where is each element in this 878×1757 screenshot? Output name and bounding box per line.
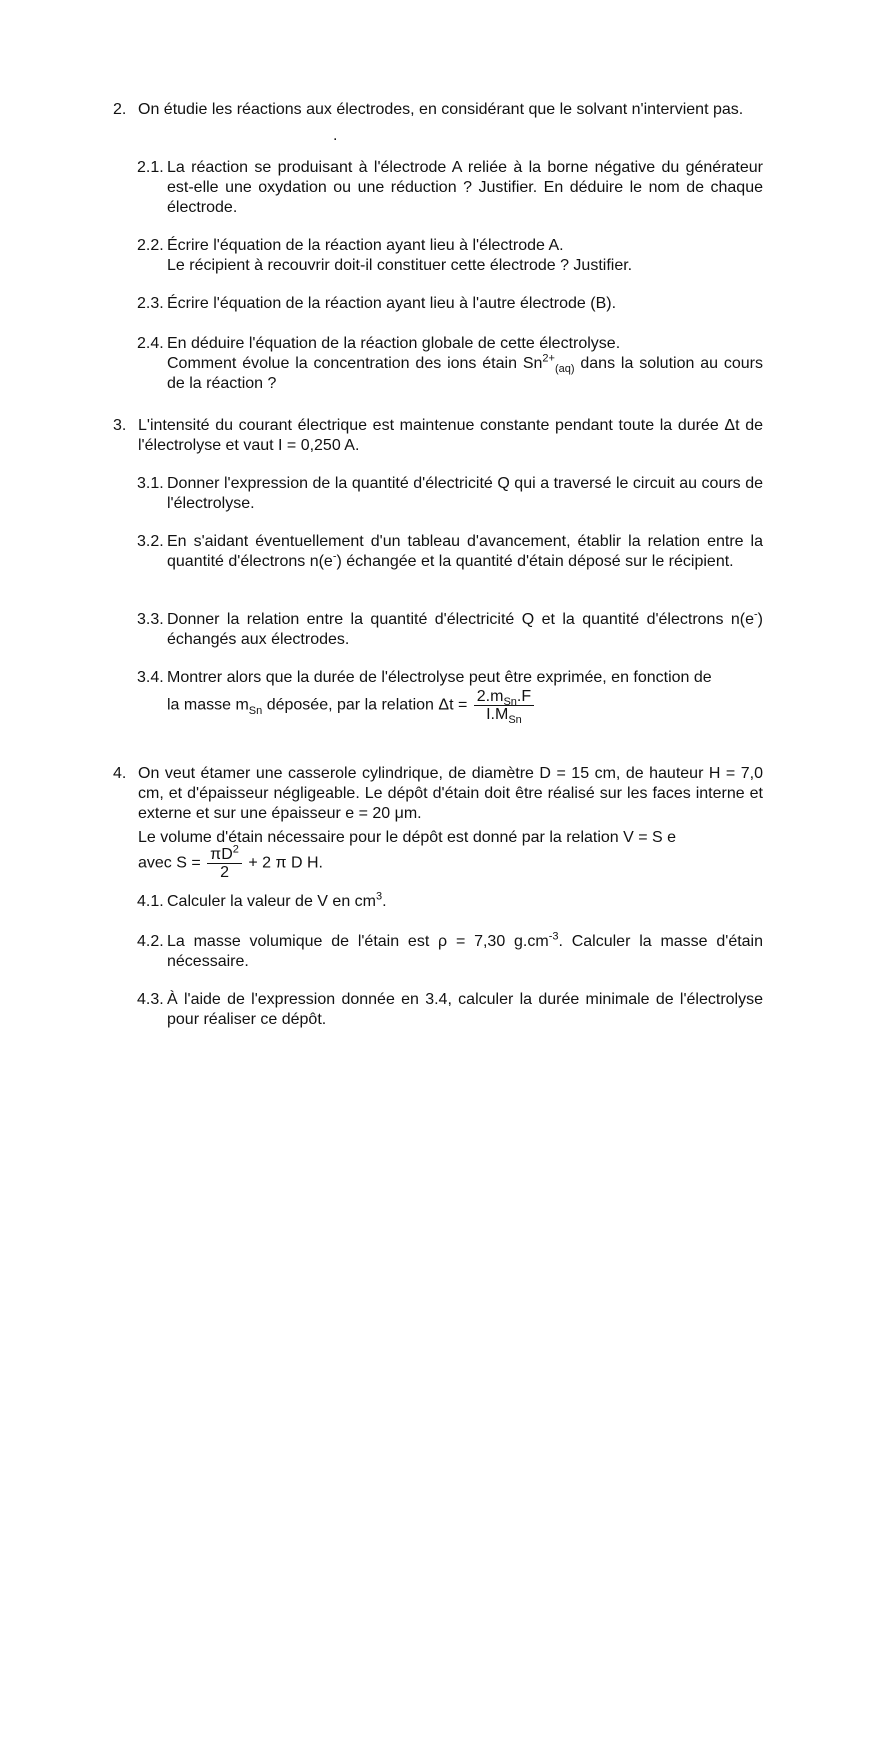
subquestion-3-3 xyxy=(137,610,763,650)
numerator-superscript: 2 xyxy=(232,843,239,856)
question-text xyxy=(138,764,763,848)
fraction-denominator xyxy=(474,706,534,727)
fraction-numerator xyxy=(474,688,534,709)
question-number: 4. xyxy=(113,765,127,782)
text-segment: la masse m xyxy=(167,696,249,714)
numerator-subscript: Sn xyxy=(503,696,517,709)
stray-dot: . xyxy=(333,127,338,144)
subquestion-number: 4.2. xyxy=(137,933,164,950)
formula-lead: avec S = xyxy=(138,854,201,872)
text-segment: Donner la relation entre la quantité d'électricité Q et la quantité d'électrons n(e xyxy=(167,611,754,628)
subquestion-number: 3.2. xyxy=(137,533,164,550)
text-line: Le récipient à recouvrir doit-il constituer cette électrode ? Justifier. xyxy=(167,257,633,274)
question-text: L'intensité du courant électrique est maintenue constante pendant toute la durée Δt de l'électrolyse et vaut I = 0,250 A. xyxy=(138,417,763,454)
charge-superscript: 2+ xyxy=(542,352,555,365)
subquestion-number: 2.2. xyxy=(137,237,164,254)
numerator-text: 2.m xyxy=(476,688,504,705)
text-segment: Comment évolue la concentration des ions étain Sn xyxy=(167,355,543,372)
text-segment: . xyxy=(382,893,387,910)
subquestion-number: 3.4. xyxy=(137,669,164,686)
subquestion-4-3 xyxy=(137,990,763,1030)
denominator-text: I.M xyxy=(486,706,509,723)
subquestion-number: 2.3. xyxy=(137,295,164,312)
state-subscript: (aq) xyxy=(554,363,575,376)
subquestion-number: 2.4. xyxy=(137,335,164,352)
text-paragraph: On veut étamer une casserole cylindrique, de diamètre D = 15 cm, de hauteur H = 7,0 cm, et d'épaisseur négligeable. Le dépôt d'étain doit être réalisé sur les faces interne et externe et sur une épaisseur e = 20 μm. xyxy=(138,765,763,822)
text-segment: Calculer la valeur de V en cm xyxy=(167,893,376,910)
text-line: Le volume d'étain nécessaire pour le dépôt est donné par la relation V = S e xyxy=(138,829,677,846)
question-text: On étudie les réactions aux électrodes, en considérant que le solvant n'intervient pas. xyxy=(138,101,744,118)
subquestion-3-4 xyxy=(137,668,763,727)
subquestion-number: 4.3. xyxy=(137,991,164,1008)
fraction-denominator: 2 xyxy=(220,864,229,881)
question-number: 2. xyxy=(113,101,127,118)
text-segment: ) échangée et la quantité d'étain déposé sur le récipient. xyxy=(336,553,734,570)
subquestion-number: 4.1. xyxy=(137,893,164,910)
numerator-text: .F xyxy=(516,688,532,705)
subquestion-text xyxy=(167,892,763,912)
subquestion-text xyxy=(167,334,763,394)
text-segment: En s'aidant éventuellement d'un tableau d'avancement, établir la relation entre la quantité d'électrons n(e xyxy=(167,533,763,570)
subquestion-text xyxy=(167,532,763,572)
subquestion-3-2 xyxy=(137,532,763,572)
question-3 xyxy=(113,416,763,456)
subquestion-2-2 xyxy=(137,236,763,276)
subquestion-2-3 xyxy=(137,294,763,314)
subquestion-text xyxy=(167,668,763,727)
fraction-numerator xyxy=(207,843,242,864)
subquestion-number: 2.1. xyxy=(137,159,164,176)
subquestion-text xyxy=(167,610,763,650)
unit-superscript: 3 xyxy=(375,890,383,903)
text-segment: La masse volumique de l'étain est ρ = 7,30 g.cm xyxy=(167,933,549,950)
subquestion-text: Écrire l'équation de la réaction ayant lieu à l'autre électrode (B). xyxy=(167,295,617,312)
subquestion-text xyxy=(167,932,763,972)
subquestion-4-1 xyxy=(137,892,763,912)
subquestion-text: À l'aide de l'expression donnée en 3.4, calculer la durée minimale de l'électrolyse pour réaliser ce dépôt. xyxy=(167,991,763,1028)
subquestion-number: 3.3. xyxy=(137,611,164,628)
mass-subscript: Sn xyxy=(248,704,263,717)
text-segment: dans la solution au cours de la réaction ? xyxy=(167,355,763,392)
duration-fraction xyxy=(474,688,534,727)
surface-formula xyxy=(138,843,738,881)
question-4 xyxy=(113,764,763,848)
electron-superscript: - xyxy=(754,608,758,621)
text-line: Montrer alors que la durée de l'électrolyse peut être exprimée, en fonction de xyxy=(167,669,712,686)
formula-tail: + 2 π D H. xyxy=(248,854,323,872)
subquestion-text: Donner l'expression de la quantité d'électricité Q qui a traversé le circuit au cours de l'électrolyse. xyxy=(167,475,763,512)
subquestion-2-1 xyxy=(137,158,763,218)
electron-superscript: - xyxy=(332,550,337,563)
subquestion-text: La réaction se produisant à l'électrode A reliée à la borne négative du générateur est-elle une oxydation ou une réduction ? Justifier. En déduire le nom de chaque électrode. xyxy=(167,159,763,216)
text-line: En déduire l'équation de la réaction globale de cette électrolyse. xyxy=(167,335,621,352)
subquestion-text xyxy=(167,236,763,276)
denominator-subscript: Sn xyxy=(508,714,522,727)
question-number: 3. xyxy=(113,417,127,434)
surface-fraction xyxy=(207,843,242,881)
subquestion-number: 3.1. xyxy=(137,475,164,492)
subquestion-4-2 xyxy=(137,932,763,972)
text-segment: . Calculer la masse d'étain nécessaire. xyxy=(167,933,764,970)
numerator-text: πD xyxy=(210,846,233,863)
subquestion-3-1 xyxy=(137,474,763,514)
text-line: Écrire l'équation de la réaction ayant lieu à l'électrode A. xyxy=(167,237,564,254)
text-segment: déposée, par la relation Δt = xyxy=(262,696,468,714)
text-segment: ) échangés aux électrodes. xyxy=(167,611,763,648)
question-2 xyxy=(113,100,763,120)
unit-superscript: -3 xyxy=(548,930,559,943)
subquestion-2-4 xyxy=(137,334,763,394)
